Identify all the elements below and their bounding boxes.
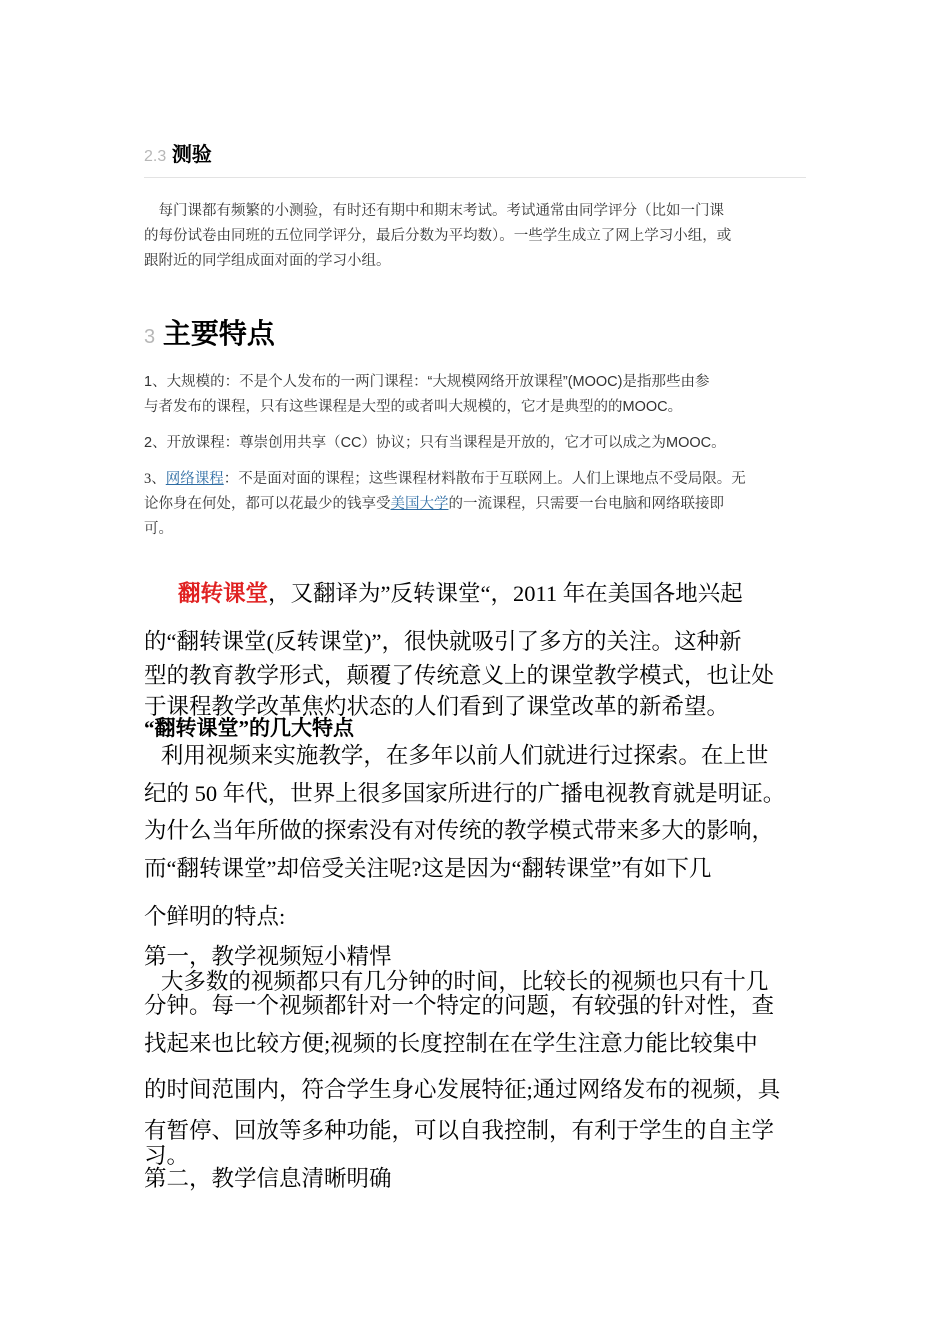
- point-line: 大多数的视频都只有几分钟的时间，比较长的视频也只有十几: [144, 969, 769, 994]
- item-text: 的一流课程，只需要一台电脑和网络联接即: [448, 496, 724, 512]
- paragraph-line: 每门课都有频繁的小测验，有时还有期中和期末考试。考试通常由同学评分（比如一门课: [144, 203, 724, 219]
- section-heading-3: [144, 312, 275, 352]
- paragraph-line: 的每份试卷由同班的五位同学评分，最后分数为平均数）。一些学生成立了网上学习小组，或: [144, 228, 732, 244]
- body-line: 为什么当年所做的探索没有对传统的教学模式带来多大的影响，: [144, 818, 775, 843]
- online-course-link[interactable]: 网络课程: [165, 471, 224, 487]
- flipped-intro-line: [178, 576, 743, 608]
- highlight-term: 翻转课堂: [178, 581, 269, 606]
- feature-item-3-line: [144, 467, 746, 492]
- item-number: 3、: [144, 471, 166, 487]
- body-line: 纪的 50 年代，世界上很多国家所进行的广播电视教育就是明证。: [144, 781, 786, 806]
- flipped-intro-line: 于课程教学改革焦灼状态的人们看到了课堂改革的新希望。: [144, 694, 730, 719]
- subheading: “翻转课堂”的几大特点: [144, 716, 354, 740]
- point-line: 习。: [144, 1143, 190, 1168]
- body-line: 个鲜明的特点:: [144, 904, 286, 929]
- us-university-link[interactable]: 美国大学: [390, 496, 449, 512]
- point-title: 第一，教学视频短小精悍: [144, 944, 392, 969]
- flipped-intro-line: 的“翻转课堂(反转课堂)”，很快就吸引了多方的关注。这种新: [144, 629, 742, 654]
- feature-item-3-line: [144, 492, 724, 517]
- feature-item-1-line: 1、大规模的：不是个人发布的一两门课程：“大规模网络开放课程”(MOOC)是指那些由参: [144, 374, 710, 390]
- point-line: 有暂停、回放等多种功能，可以自我控制，有利于学生的自主学: [144, 1118, 775, 1143]
- body-line: 而“翻转课堂”却倍受关注呢?这是因为“翻转课堂”有如下几: [144, 856, 712, 881]
- point-line: 的时间范围内，符合学生身心发展特征;通过网络发布的视频，具: [144, 1077, 781, 1102]
- feature-item-3-line: 可。: [144, 521, 173, 537]
- point-line: 找起来也比较方便;视频的长度控制在在学生注意力能比较集中: [144, 1031, 758, 1056]
- feature-item-2: 2、开放课程：尊崇创用共享（CC）协议；只有当课程是开放的，它才可以成之为MOOC。: [144, 435, 726, 451]
- point-title: 第二，教学信息清晰明确: [144, 1166, 392, 1191]
- section-title: 主要特点: [162, 318, 275, 349]
- divider: [144, 177, 806, 178]
- feature-item-1-line: 与者发布的课程，只有这些课程是大型的或者叫大规模的，它才是典型的的MOOC。: [144, 399, 683, 415]
- paragraph-line: 跟附近的同学组成面对面的学习小组。: [144, 253, 391, 269]
- item-text: ：不是面对面的课程；这些课程材料散布于互联网上。人们上课地点不受局限。无: [223, 471, 746, 487]
- flipped-intro-line: 型的教育教学形式，颠覆了传统意义上的课堂教学模式，也让处: [144, 663, 775, 688]
- intro-text: ，又翻译为”反转课堂“，2011 年在美国各地兴起: [268, 581, 743, 606]
- item-text: 论你身在何处，都可以花最少的钱享受: [144, 496, 391, 512]
- section-heading-2-3: [144, 138, 212, 167]
- section-number: 3: [144, 326, 156, 348]
- section-number: 2.3: [144, 148, 167, 165]
- point-line: 分钟。每一个视频都针对一个特定的问题，有较强的针对性，查: [144, 993, 775, 1018]
- section-title: 测验: [171, 144, 212, 166]
- body-line: 利用视频来实施教学，在多年以前人们就进行过探索。在上世: [144, 743, 769, 768]
